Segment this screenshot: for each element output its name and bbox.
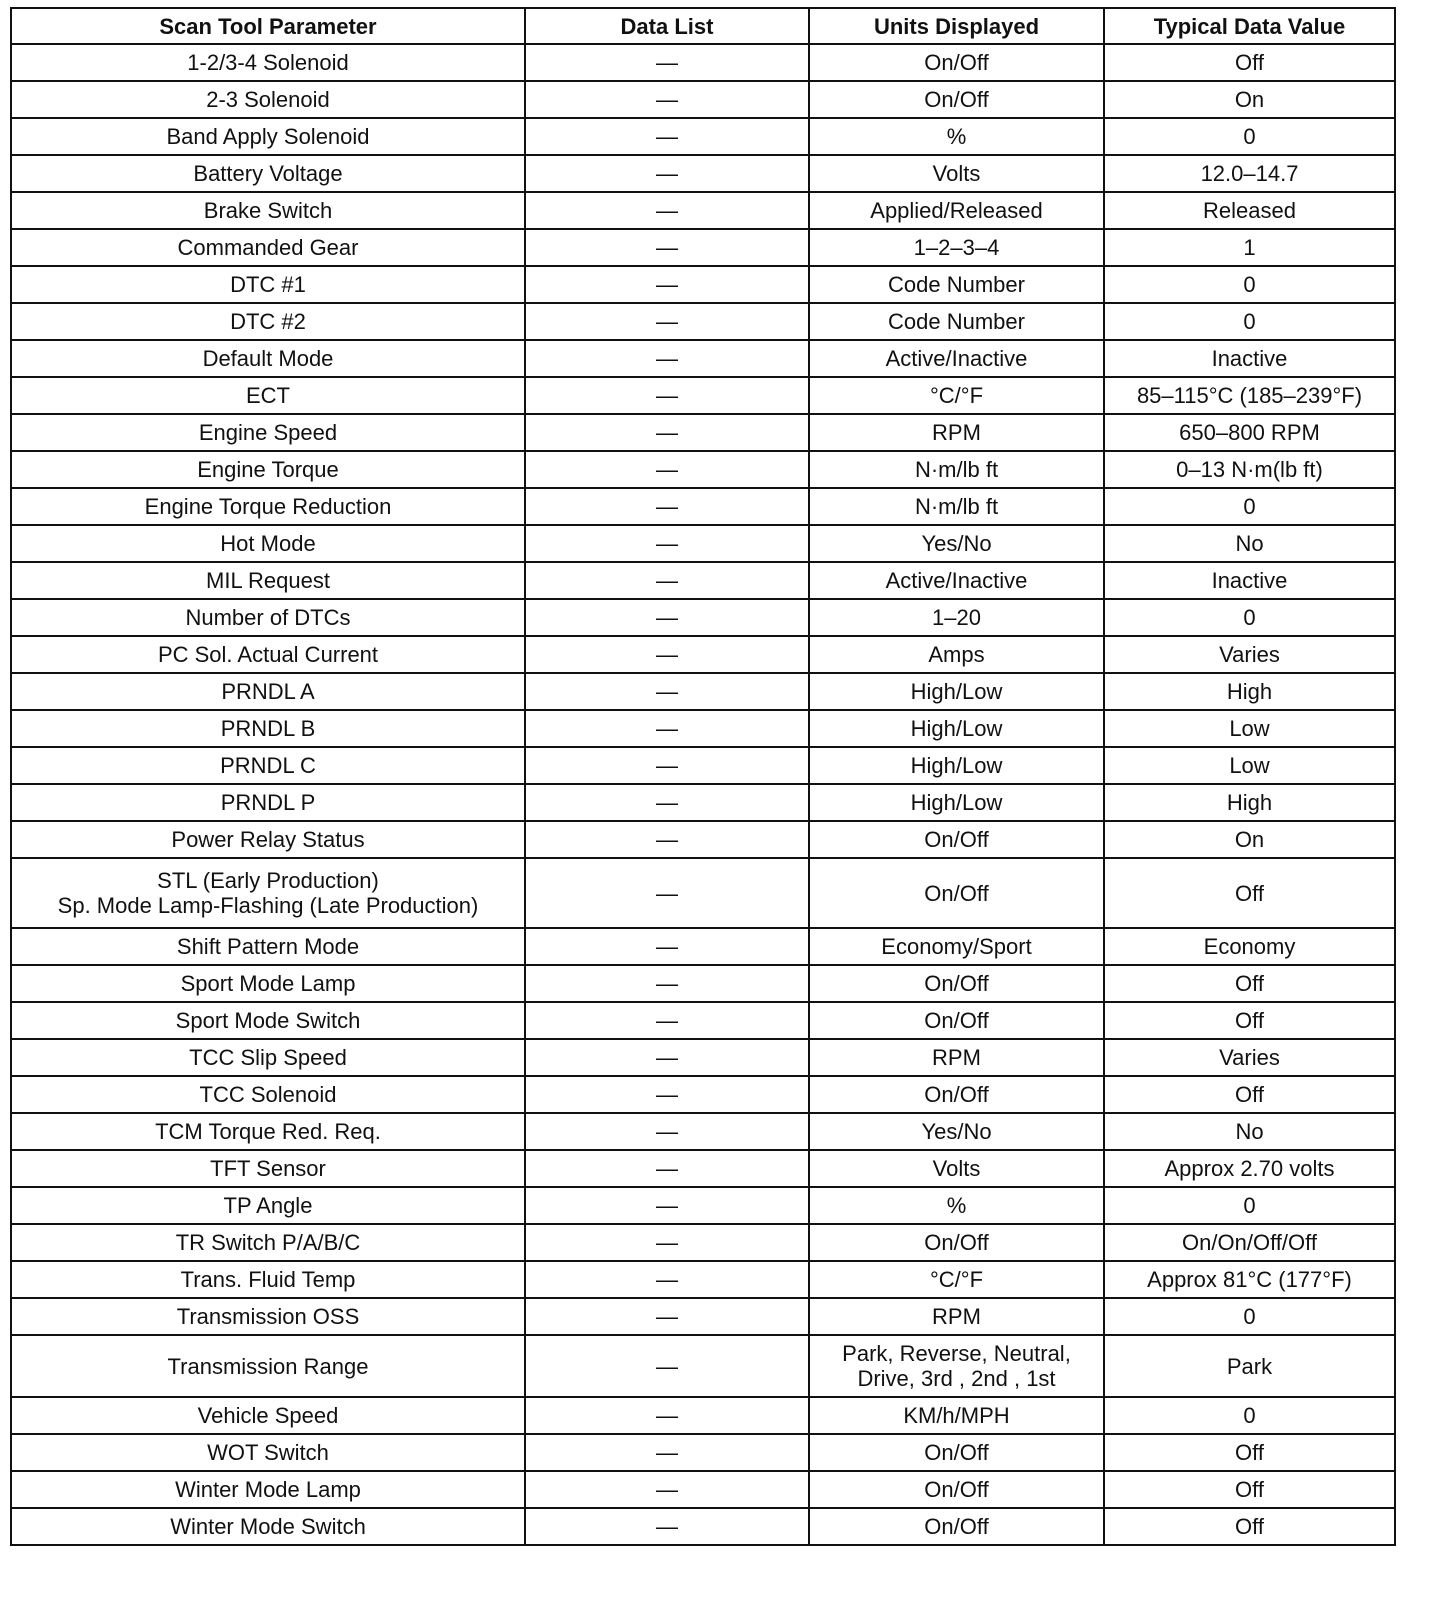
cell-units-displayed xyxy=(809,1113,1104,1150)
cell-units-displayed xyxy=(809,118,1104,155)
cell-scan-tool-parameter xyxy=(11,1187,525,1224)
table-row xyxy=(11,1039,1395,1076)
cell-data-list: — xyxy=(525,525,809,562)
parameter-text: TP Angle xyxy=(223,1193,313,1218)
cell-units-displayed xyxy=(809,451,1104,488)
units-text: On/Off xyxy=(924,971,989,996)
units-text: KM/h/MPH xyxy=(903,1403,1010,1428)
cell-data-list: — xyxy=(525,1397,809,1434)
cell-scan-tool-parameter xyxy=(11,1335,525,1397)
units-text: RPM xyxy=(932,1045,981,1070)
table-row xyxy=(11,636,1395,673)
cell-typical-data-value: On xyxy=(1104,81,1395,118)
cell-typical-data-value: 0 xyxy=(1104,1187,1395,1224)
table-row xyxy=(11,155,1395,192)
cell-typical-data-value: 12.0–14.7 xyxy=(1104,155,1395,192)
cell-typical-data-value: Economy xyxy=(1104,928,1395,965)
cell-data-list: — xyxy=(525,377,809,414)
cell-data-list: — xyxy=(525,710,809,747)
cell-units-displayed xyxy=(809,1261,1104,1298)
units-text: On/Off xyxy=(924,1477,989,1502)
units-text: High/Low xyxy=(910,753,1003,778)
parameter-text: STL (Early Production) xyxy=(157,868,379,893)
cell-units-displayed xyxy=(809,562,1104,599)
table-row xyxy=(11,1076,1395,1113)
parameter-text: Trans. Fluid Temp xyxy=(180,1267,356,1292)
units-text: % xyxy=(946,1193,967,1218)
cell-data-list: — xyxy=(525,965,809,1002)
table-body xyxy=(11,44,1395,1545)
cell-scan-tool-parameter xyxy=(11,192,525,229)
cell-data-list: — xyxy=(525,562,809,599)
cell-typical-data-value: Approx 2.70 volts xyxy=(1104,1150,1395,1187)
cell-data-list: — xyxy=(525,155,809,192)
cell-units-displayed xyxy=(809,858,1104,928)
parameter-text: PRNDL C xyxy=(220,753,316,778)
table-row xyxy=(11,673,1395,710)
cell-scan-tool-parameter xyxy=(11,266,525,303)
cell-typical-data-value: 0 xyxy=(1104,118,1395,155)
cell-data-list: — xyxy=(525,1039,809,1076)
cell-typical-data-value: Off xyxy=(1104,1508,1395,1545)
cell-scan-tool-parameter xyxy=(11,1298,525,1335)
cell-data-list: — xyxy=(525,488,809,525)
cell-units-displayed xyxy=(809,1039,1104,1076)
cell-scan-tool-parameter xyxy=(11,229,525,266)
units-text: Yes/No xyxy=(921,1119,992,1144)
table-row xyxy=(11,1434,1395,1471)
parameter-text: ECT xyxy=(246,383,290,408)
cell-units-displayed xyxy=(809,1224,1104,1261)
table-row xyxy=(11,1113,1395,1150)
cell-typical-data-value: Off xyxy=(1104,1076,1395,1113)
units-text: 1–20 xyxy=(932,605,981,630)
parameter-text: TFT Sensor xyxy=(210,1156,326,1181)
cell-scan-tool-parameter xyxy=(11,1076,525,1113)
cell-units-displayed xyxy=(809,599,1104,636)
header-units-displayed: Units Displayed xyxy=(809,8,1104,44)
units-text: High/Low xyxy=(910,716,1003,741)
cell-scan-tool-parameter xyxy=(11,965,525,1002)
parameter-text: Band Apply Solenoid xyxy=(166,124,370,149)
table-row xyxy=(11,1187,1395,1224)
table-row xyxy=(11,303,1395,340)
cell-typical-data-value: Varies xyxy=(1104,1039,1395,1076)
table-row xyxy=(11,377,1395,414)
cell-scan-tool-parameter xyxy=(11,747,525,784)
parameter-text: Engine Torque xyxy=(197,457,339,482)
parameter-text: Sport Mode Lamp xyxy=(180,971,356,996)
cell-data-list: — xyxy=(525,266,809,303)
units-text: Active/Inactive xyxy=(885,346,1028,371)
cell-data-list: — xyxy=(525,673,809,710)
cell-typical-data-value: Off xyxy=(1104,1434,1395,1471)
cell-scan-tool-parameter xyxy=(11,155,525,192)
units-text: °C/°F xyxy=(929,383,984,408)
parameter-text: Transmission Range xyxy=(167,1353,369,1379)
table-row xyxy=(11,266,1395,303)
cell-scan-tool-parameter xyxy=(11,599,525,636)
cell-units-displayed xyxy=(809,1508,1104,1545)
cell-data-list: — xyxy=(525,1298,809,1335)
cell-units-displayed xyxy=(809,710,1104,747)
cell-scan-tool-parameter xyxy=(11,488,525,525)
cell-typical-data-value: 0–13 N·m(lb ft) xyxy=(1104,451,1395,488)
parameter-text: PRNDL P xyxy=(220,790,316,815)
cell-data-list: — xyxy=(525,1002,809,1039)
cell-data-list: — xyxy=(525,1508,809,1545)
parameter-text: MIL Request xyxy=(206,568,330,593)
cell-scan-tool-parameter xyxy=(11,858,525,928)
cell-units-displayed xyxy=(809,414,1104,451)
parameter-text: Sport Mode Switch xyxy=(175,1008,361,1033)
parameter-text: Number of DTCs xyxy=(185,605,351,630)
table-row xyxy=(11,1150,1395,1187)
cell-units-displayed xyxy=(809,266,1104,303)
table-row xyxy=(11,1298,1395,1335)
cell-data-list: — xyxy=(525,303,809,340)
cell-typical-data-value: Approx 81°C (177°F) xyxy=(1104,1261,1395,1298)
cell-typical-data-value: Off xyxy=(1104,858,1395,928)
table-row xyxy=(11,1335,1395,1397)
units-text: RPM xyxy=(932,1304,981,1329)
cell-typical-data-value: 650–800 RPM xyxy=(1104,414,1395,451)
cell-scan-tool-parameter xyxy=(11,821,525,858)
cell-scan-tool-parameter xyxy=(11,1261,525,1298)
cell-typical-data-value: Off xyxy=(1104,1002,1395,1039)
cell-units-displayed xyxy=(809,1002,1104,1039)
units-text: N·m/lb ft xyxy=(914,457,999,482)
cell-scan-tool-parameter xyxy=(11,303,525,340)
table-row xyxy=(11,118,1395,155)
table-row xyxy=(11,1508,1395,1545)
parameter-text: 2-3 Solenoid xyxy=(206,87,330,112)
units-text: RPM xyxy=(932,420,981,445)
cell-units-displayed xyxy=(809,636,1104,673)
table-row xyxy=(11,1002,1395,1039)
units-text: Economy/Sport xyxy=(881,934,1032,959)
cell-scan-tool-parameter xyxy=(11,562,525,599)
cell-typical-data-value: Low xyxy=(1104,710,1395,747)
parameter-text: TCC Slip Speed xyxy=(189,1045,347,1070)
table-row xyxy=(11,1261,1395,1298)
parameter-text: PC Sol. Actual Current xyxy=(157,642,379,667)
table-header xyxy=(11,8,1395,44)
cell-scan-tool-parameter xyxy=(11,414,525,451)
units-text: On/Off xyxy=(924,1082,989,1107)
cell-units-displayed xyxy=(809,340,1104,377)
scan-tool-parameter-table xyxy=(10,7,1396,1546)
cell-typical-data-value: On xyxy=(1104,821,1395,858)
cell-data-list: — xyxy=(525,821,809,858)
cell-scan-tool-parameter xyxy=(11,1002,525,1039)
cell-data-list: — xyxy=(525,1150,809,1187)
parameter-text: PRNDL A xyxy=(221,679,315,704)
cell-typical-data-value: 0 xyxy=(1104,1298,1395,1335)
cell-typical-data-value: Park xyxy=(1104,1335,1395,1397)
cell-units-displayed xyxy=(809,192,1104,229)
cell-units-displayed xyxy=(809,303,1104,340)
parameter-text: Engine Speed xyxy=(198,420,338,445)
cell-scan-tool-parameter xyxy=(11,377,525,414)
table-row xyxy=(11,928,1395,965)
cell-typical-data-value: High xyxy=(1104,673,1395,710)
table-row xyxy=(11,81,1395,118)
table-row xyxy=(11,229,1395,266)
cell-data-list: — xyxy=(525,747,809,784)
cell-data-list: — xyxy=(525,340,809,377)
cell-units-displayed xyxy=(809,525,1104,562)
cell-data-list: — xyxy=(525,928,809,965)
cell-units-displayed xyxy=(809,1076,1104,1113)
cell-scan-tool-parameter xyxy=(11,1434,525,1471)
cell-data-list: — xyxy=(525,1187,809,1224)
parameter-text: WOT Switch xyxy=(207,1440,329,1465)
cell-data-list: — xyxy=(525,1335,809,1397)
cell-data-list: — xyxy=(525,1434,809,1471)
cell-units-displayed xyxy=(809,747,1104,784)
units-text: °C/°F xyxy=(929,1267,984,1292)
units-text: On/Off xyxy=(924,827,989,852)
cell-data-list: — xyxy=(525,451,809,488)
parameter-text: Sp. Mode Lamp-Flashing (Late Production) xyxy=(57,893,479,918)
cell-data-list: — xyxy=(525,1076,809,1113)
parameter-text: Shift Pattern Mode xyxy=(176,934,360,959)
table-row xyxy=(11,965,1395,1002)
cell-scan-tool-parameter xyxy=(11,118,525,155)
cell-typical-data-value: 0 xyxy=(1104,266,1395,303)
cell-data-list: — xyxy=(525,229,809,266)
cell-data-list: — xyxy=(525,599,809,636)
header-typical-data-value: Typical Data Value xyxy=(1104,8,1395,44)
table-row xyxy=(11,44,1395,81)
table-row xyxy=(11,340,1395,377)
units-text: On/Off xyxy=(924,50,989,75)
parameter-text: Hot Mode xyxy=(220,531,316,556)
header-scan-tool-parameter: Scan Tool Parameter xyxy=(11,8,525,44)
cell-typical-data-value: Low xyxy=(1104,747,1395,784)
cell-data-list: — xyxy=(525,1113,809,1150)
table-row xyxy=(11,747,1395,784)
units-text: Yes/No xyxy=(921,531,992,556)
cell-typical-data-value: 85–115°C (185–239°F) xyxy=(1104,377,1395,414)
cell-data-list: — xyxy=(525,636,809,673)
units-text: N·m/lb ft xyxy=(914,494,999,519)
cell-typical-data-value: Off xyxy=(1104,1471,1395,1508)
cell-units-displayed xyxy=(809,673,1104,710)
parameter-text: Default Mode xyxy=(202,346,334,371)
cell-typical-data-value: No xyxy=(1104,525,1395,562)
cell-units-displayed xyxy=(809,488,1104,525)
cell-typical-data-value: Released xyxy=(1104,192,1395,229)
cell-typical-data-value: 0 xyxy=(1104,488,1395,525)
units-text: On/Off xyxy=(924,1230,989,1255)
parameter-text: TCM Torque Red. Req. xyxy=(155,1119,381,1144)
units-text: High/Low xyxy=(910,679,1003,704)
parameter-text: Winter Mode Switch xyxy=(170,1514,366,1539)
cell-typical-data-value: Inactive xyxy=(1104,340,1395,377)
parameter-text: TR Switch P/A/B/C xyxy=(175,1230,361,1255)
cell-scan-tool-parameter xyxy=(11,451,525,488)
table-row xyxy=(11,710,1395,747)
table-row xyxy=(11,1224,1395,1261)
cell-typical-data-value: High xyxy=(1104,784,1395,821)
cell-units-displayed xyxy=(809,1187,1104,1224)
cell-scan-tool-parameter xyxy=(11,1397,525,1434)
table-row xyxy=(11,821,1395,858)
cell-scan-tool-parameter xyxy=(11,710,525,747)
cell-units-displayed xyxy=(809,1397,1104,1434)
cell-units-displayed xyxy=(809,821,1104,858)
units-text: Code Number xyxy=(888,272,1025,297)
units-text: On/Off xyxy=(924,1440,989,1465)
parameter-text: Brake Switch xyxy=(203,198,333,223)
table-row xyxy=(11,599,1395,636)
cell-typical-data-value: 0 xyxy=(1104,599,1395,636)
units-text: Applied/Released xyxy=(870,198,1043,223)
cell-scan-tool-parameter xyxy=(11,1150,525,1187)
cell-units-displayed xyxy=(809,1335,1104,1397)
cell-typical-data-value: Off xyxy=(1104,965,1395,1002)
units-text: Park, Reverse, Neutral, xyxy=(842,1341,1071,1366)
cell-scan-tool-parameter xyxy=(11,1039,525,1076)
cell-data-list: — xyxy=(525,1224,809,1261)
cell-data-list: — xyxy=(525,81,809,118)
cell-scan-tool-parameter xyxy=(11,928,525,965)
cell-scan-tool-parameter xyxy=(11,1224,525,1261)
cell-units-displayed xyxy=(809,44,1104,81)
cell-typical-data-value: Varies xyxy=(1104,636,1395,673)
cell-typical-data-value: 0 xyxy=(1104,303,1395,340)
cell-typical-data-value: Off xyxy=(1104,44,1395,81)
parameter-text: Commanded Gear xyxy=(177,235,359,260)
parameter-text: Winter Mode Lamp xyxy=(175,1477,361,1502)
table-row xyxy=(11,562,1395,599)
table-row xyxy=(11,488,1395,525)
table-row xyxy=(11,1397,1395,1434)
cell-typical-data-value: On/On/Off/Off xyxy=(1104,1224,1395,1261)
table-row xyxy=(11,525,1395,562)
cell-typical-data-value: 1 xyxy=(1104,229,1395,266)
parameter-text: DTC #1 xyxy=(230,272,306,297)
cell-scan-tool-parameter xyxy=(11,784,525,821)
header-data-list: Data List xyxy=(525,8,809,44)
parameter-text: Engine Torque Reduction xyxy=(144,494,392,519)
cell-scan-tool-parameter xyxy=(11,1471,525,1508)
cell-data-list: — xyxy=(525,784,809,821)
cell-units-displayed xyxy=(809,928,1104,965)
parameter-text: DTC #2 xyxy=(230,309,306,334)
units-text: On/Off xyxy=(924,880,989,906)
parameter-text: Battery Voltage xyxy=(193,161,343,186)
cell-units-displayed xyxy=(809,81,1104,118)
parameter-text: TCC Solenoid xyxy=(199,1082,337,1107)
cell-units-displayed xyxy=(809,1298,1104,1335)
units-text: Code Number xyxy=(888,309,1025,334)
parameter-text: PRNDL B xyxy=(220,716,316,741)
cell-units-displayed xyxy=(809,377,1104,414)
cell-data-list: — xyxy=(525,118,809,155)
cell-scan-tool-parameter xyxy=(11,1113,525,1150)
cell-data-list: — xyxy=(525,192,809,229)
parameter-text: 1-2/3-4 Solenoid xyxy=(187,50,349,75)
cell-scan-tool-parameter xyxy=(11,340,525,377)
cell-units-displayed xyxy=(809,155,1104,192)
header-row xyxy=(11,8,1395,44)
parameter-text: Vehicle Speed xyxy=(197,1403,339,1428)
units-text: Volts xyxy=(932,161,981,186)
cell-scan-tool-parameter xyxy=(11,81,525,118)
cell-units-displayed xyxy=(809,1471,1104,1508)
cell-units-displayed xyxy=(809,784,1104,821)
cell-units-displayed xyxy=(809,1150,1104,1187)
cell-typical-data-value: Inactive xyxy=(1104,562,1395,599)
units-text: High/Low xyxy=(910,790,1003,815)
units-text: Amps xyxy=(928,642,985,667)
cell-data-list: — xyxy=(525,414,809,451)
units-text: % xyxy=(946,124,967,149)
table-row xyxy=(11,1471,1395,1508)
cell-scan-tool-parameter xyxy=(11,525,525,562)
cell-data-list: — xyxy=(525,1261,809,1298)
parameter-text: Transmission OSS xyxy=(176,1304,360,1329)
cell-typical-data-value: No xyxy=(1104,1113,1395,1150)
cell-scan-tool-parameter xyxy=(11,636,525,673)
units-text: On/Off xyxy=(924,87,989,112)
table-row xyxy=(11,414,1395,451)
cell-scan-tool-parameter xyxy=(11,1508,525,1545)
cell-units-displayed xyxy=(809,965,1104,1002)
units-text: Active/Inactive xyxy=(885,568,1028,593)
cell-data-list: — xyxy=(525,858,809,928)
cell-typical-data-value: 0 xyxy=(1104,1397,1395,1434)
cell-scan-tool-parameter xyxy=(11,673,525,710)
table-row xyxy=(11,858,1395,928)
cell-units-displayed xyxy=(809,1434,1104,1471)
table-row xyxy=(11,784,1395,821)
table-row xyxy=(11,451,1395,488)
units-text: 1–2–3–4 xyxy=(913,235,1000,260)
parameter-text: Power Relay Status xyxy=(171,827,365,852)
cell-units-displayed xyxy=(809,229,1104,266)
cell-data-list: — xyxy=(525,44,809,81)
table-row xyxy=(11,192,1395,229)
cell-data-list: — xyxy=(525,1471,809,1508)
units-text: Volts xyxy=(932,1156,981,1181)
units-text: Drive, 3rd , 2nd , 1st xyxy=(857,1366,1056,1391)
units-text: On/Off xyxy=(924,1008,989,1033)
units-text: On/Off xyxy=(924,1514,989,1539)
cell-scan-tool-parameter xyxy=(11,44,525,81)
